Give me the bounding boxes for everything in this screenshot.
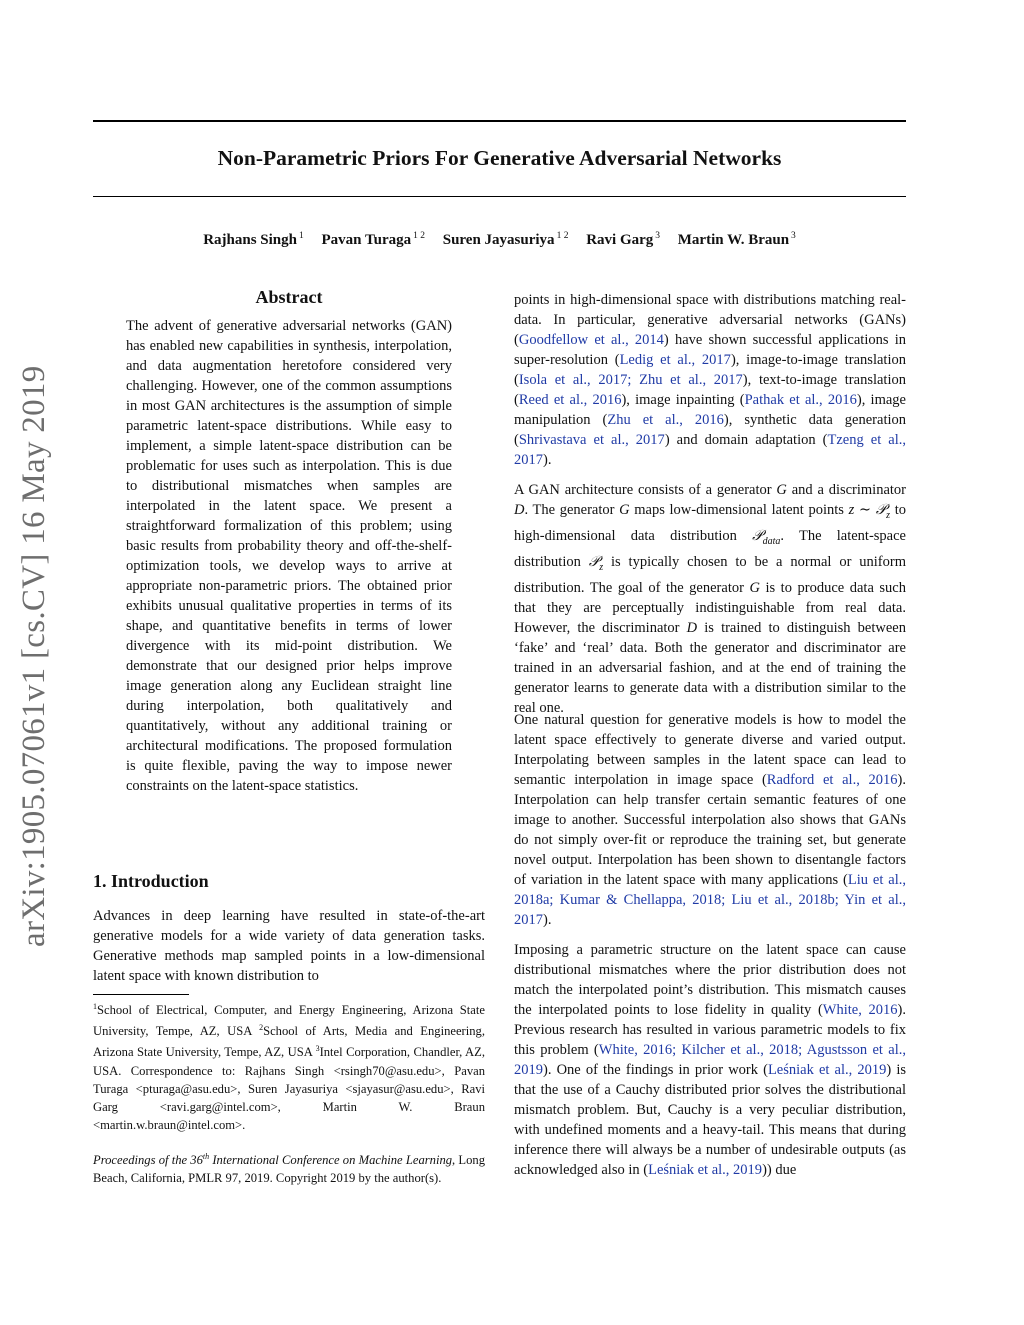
proceedings-note: [93, 1148, 485, 1187]
text-run: ) is that the use of a Cauchy distributed prior solves the distributional mismatch problem. But, Cauchy is a very peculiar distribution, with undefined moments and a heavy-tail. This means that during inference there will always be a number of undesirable outputs (as acknowledged also in (: [514, 1062, 907, 1178]
right-paragraph-1: [514, 290, 906, 470]
math-symbol: 𝒫: [752, 527, 763, 544]
author-name: Rajhans Singh: [203, 232, 297, 248]
math-subscript: z: [599, 561, 604, 573]
text-run: ), image-to-image translation (: [514, 352, 906, 388]
text-run: ). Previous research has resulted in various parametric models to fix this problem (: [514, 1002, 906, 1058]
proceedings-details: , Long Beach, California, PMLR 97, 2019. Copyright 2019 by the author(s).: [93, 1153, 485, 1186]
math-symbol: G: [749, 579, 760, 596]
section-heading-introduction: 1. Introduction: [93, 871, 209, 891]
math-subscript: data: [762, 535, 781, 547]
citation-link[interactable]: Reed et al., 2016: [518, 392, 622, 408]
footnote-rule: [93, 994, 189, 995]
math-symbol: 𝒫: [588, 553, 600, 570]
author: [678, 232, 796, 248]
text-run: ), image inpainting (: [621, 392, 745, 408]
citation-link[interactable]: White, 2016; Kilcher et al., 2018; Agustsson et al., 2019: [514, 1042, 906, 1078]
math-symbol: G: [619, 502, 630, 518]
author-affiliation: 3: [655, 231, 661, 241]
citation-link[interactable]: Liu et al., 2018a; Kumar & Chellappa, 2018; Liu et al., 2018b; Yin et al., 2017: [514, 872, 906, 928]
affiliation-text: Intel Corporation, Chandler, AZ, USA. Correspondence to: Rajhans Singh <rsingh70@asu.edu>, Pavan Turaga <pturaga@asu.edu>, Suren Jayasuriya <sjayasur@asu.edu>, Ravi Garg <ravi.garg@intel.com>, Martin W. Braun <martin.w.braun@intel.com>.: [93, 1045, 485, 1132]
text-run: ).: [543, 912, 552, 928]
text-run: is to produce data such that they are perceptually indistinguishable from real data. However, the discriminator: [514, 579, 906, 636]
text-run: maps low-dimensional latent points: [629, 502, 849, 518]
affiliation-mark: 1: [93, 1002, 97, 1011]
author-name: Pavan Turaga: [321, 232, 412, 248]
math-symbol: G: [776, 482, 787, 498]
text-run: ∼: [854, 502, 876, 518]
top-rule: [93, 120, 906, 122]
author-name: Martin W. Braun: [677, 232, 790, 248]
arxiv-identifier-stamp: arXiv:1905.07061v1 [cs.CV] 16 May 2019: [16, 365, 52, 947]
text-run: ) and domain adaptation (: [664, 432, 828, 448]
text-run: and a discriminator: [786, 482, 907, 498]
right-paragraph-4: [514, 940, 906, 1180]
citation-link[interactable]: Ledig et al., 2017: [619, 352, 731, 368]
math-symbol: 𝒫: [875, 502, 887, 518]
citation-link[interactable]: Leśniak et al., 2019: [648, 1162, 763, 1178]
text-run: Imposing a parametric structure on the latent space can cause distributional mismatches where the prior distribution does not match the interpolated point’s distribution. This mismatch causes the interpolated points to lose fidelity in quality (: [514, 942, 906, 1018]
author: [586, 232, 660, 248]
proceedings-conference: International Conference on Machine Learning: [209, 1153, 453, 1168]
citation-link[interactable]: Shrivastava et al., 2017: [518, 432, 665, 448]
paper-title: Non-Parametric Priors For Generative Adversarial Networks: [217, 146, 782, 170]
affiliation-mark: 2: [259, 1023, 264, 1033]
author-affiliation: 1 2: [413, 231, 425, 241]
text-run: )) due: [762, 1162, 797, 1178]
citation-link[interactable]: Tzeng et al., 2017: [514, 432, 906, 468]
author-affiliation: 1 2: [556, 231, 569, 241]
citation-link[interactable]: Isola et al., 2017; Zhu et al., 2017: [518, 372, 743, 388]
author: [443, 232, 569, 248]
proceedings-number: 36: [190, 1153, 203, 1168]
author: [321, 232, 425, 248]
proceedings-prefix: Proceedings of the: [93, 1153, 191, 1168]
author-name: Ravi Garg: [586, 232, 654, 248]
math-symbol: D: [686, 619, 698, 636]
author-affiliation: 1: [298, 231, 304, 241]
abstract-heading: Abstract: [255, 287, 323, 307]
math-symbol: D: [514, 502, 525, 518]
math-subscript: z: [886, 509, 891, 521]
title-bottom-rule: [93, 196, 906, 197]
right-paragraph-3: [514, 710, 906, 930]
author-list: [93, 231, 906, 249]
text-run: to high-dimensional data distribution: [514, 502, 906, 544]
author-affiliation: 3: [791, 231, 796, 241]
proceedings-ordinal: th: [202, 1152, 210, 1161]
citation-link[interactable]: Zhu et al., 2016: [607, 412, 724, 428]
text-run: ), text-to-image translation (: [514, 372, 906, 408]
affiliation-text: School of Arts, Media and Engineering, Arizona State University, Tempe, AZ, USA: [93, 1024, 485, 1060]
text-run: is typically chosen to be a normal or uniform distribution. The goal of the generator: [514, 553, 906, 596]
text-run: A GAN architecture consists of a generator: [514, 482, 777, 498]
affiliation-footnote: [93, 998, 485, 1134]
text-run: ). Interpolation can help transfer certain semantic features of one image to another. Successful interpolation also shows that GANs do not simply over-fit or reproduce the training set, but generate novel output. Interpolation has been shown to disentangle factors of variation in the latent space with many applications (: [514, 772, 906, 888]
text-run: ) have shown successful applications in super-resolution (: [514, 332, 906, 368]
text-run: is trained to distinguish between ‘fake’ and ‘real’ data. Both the generator and discriminator are trained in an adversarial fashion, and at the end of training the generator learns to generate data with a distribution similar to the real one.: [514, 619, 906, 716]
text-run: ). One of the findings in prior work (: [543, 1062, 768, 1078]
text-run: One natural question for generative models is how to model the latent space effectively to generate diverse and varied output. Interpolating between samples in the latent space can lead to semantic interpolation in image space (: [514, 712, 906, 788]
text-run: . The latent-space distribution: [514, 527, 906, 570]
introduction-paragraph: Advances in deep learning have resulted in state-of-the-art generative models for a wide variety of data generation tasks. Generative methods map sampled points in a low-dimensional latent space with known distribution to: [93, 908, 485, 984]
citation-link[interactable]: Goodfellow et al., 2014: [518, 332, 664, 348]
citation-link[interactable]: White, 2016: [822, 1002, 898, 1018]
affiliation-mark: 3: [315, 1044, 320, 1054]
citation-link[interactable]: Pathak et al., 2016: [744, 392, 857, 408]
text-run: ).: [543, 452, 552, 468]
text-run: . The generator: [524, 502, 620, 518]
text-run: ), synthetic data generation (: [514, 412, 907, 448]
right-paragraph-2: [514, 480, 906, 718]
affiliation-text: School of Electrical, Computer, and Energy Engineering, Arizona State University, Tempe, AZ, USA: [93, 1003, 485, 1039]
author: [203, 232, 304, 248]
abstract-text: The advent of generative adversarial networks (GAN) has enabled new capabilities in synthesis, interpolation, and data augmentation heretofore considered very challenging. However, one of the common assumptions in most GAN architectures is the assumption of simple parametric latent-space distributions. While easy to implement, a simple latent-space distribution can be problematic for uses such as interpolation. This is due to distributional mismatches when samples are interpolated in the latent space. We present a straightforward formalization of this problem; using basic results from probability theory and off-the-shelf-optimization tools, we develop ways to arrive at appropriate non-parametric priors. The obtained prior exhibits unusual qualitative properties in terms of its shape, and quantitative benefits in terms of lower divergence with its mid-point distribution. We demonstrate that our designed prior helps improve image generation along any Euclidean straight line during interpolation, both qualitatively and quantitatively, without any additional training or architectural modifications. The proposed formulation is quite flexible, paving the way to impose newer constraints on the latent-space statistics.: [126, 318, 452, 794]
citation-link[interactable]: Leśniak et al., 2019: [767, 1062, 887, 1078]
text-run: points in high-dimensional space with distributions matching real-data. In particular, generative adversarial networks (GANs) (: [514, 292, 906, 348]
author-name: Suren Jayasuriya: [442, 232, 555, 248]
text-run: ), image manipulation (: [514, 392, 906, 428]
citation-link[interactable]: Radford et al., 2016: [766, 772, 898, 788]
math-symbol: z: [848, 502, 855, 518]
